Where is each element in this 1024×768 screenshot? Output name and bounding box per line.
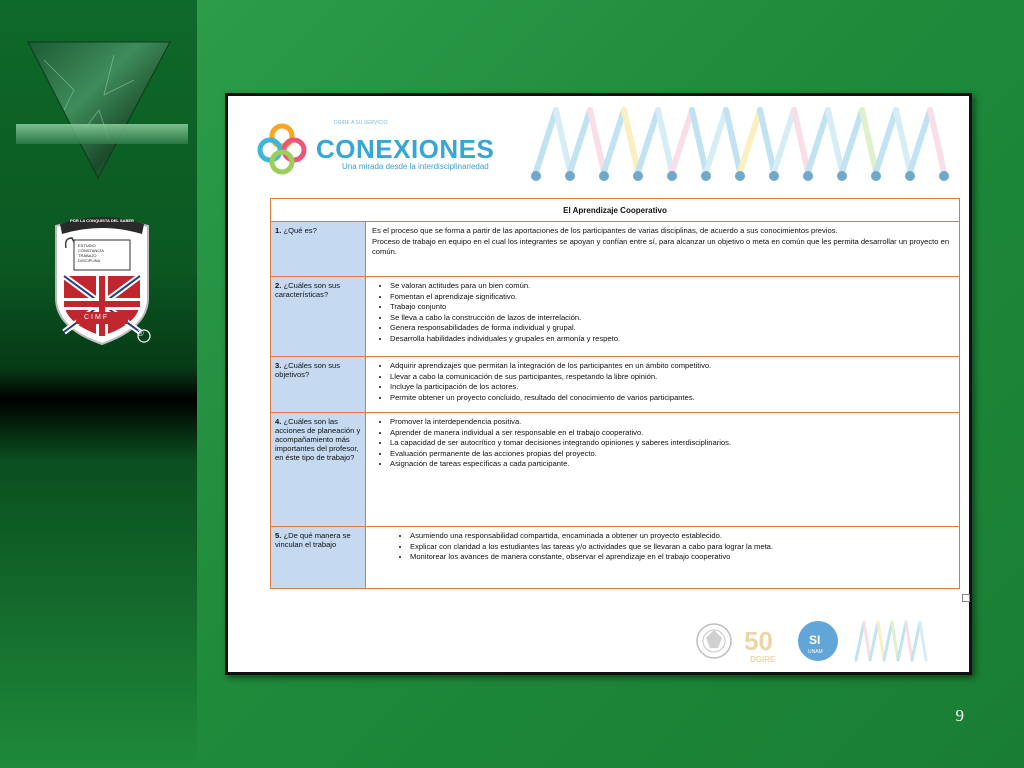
table-row [271,413,960,527]
conexiones-title: CONEXIONES [316,134,495,164]
footer-logos [696,616,956,666]
list-item: • Explicar con claridad a los estudiantes las tareas y/o actividades que se llevaran a cabo para lograr la meta. [410,542,953,553]
table-header-row [271,199,960,222]
stripes-mini-logo [856,622,926,660]
registered-mark: ® [137,328,144,338]
marble-triangle-logo [14,40,190,180]
list-item: • Monitorear los avances de manera constante, observar el aprendizaje en el trabajo cooperativo [410,552,953,563]
list-item: • Asignación de tareas específicas a cada participante. [390,459,953,470]
conexiones-subtitle: Una mirada desde la interdisciplinariedad [342,162,489,171]
list-item: • Asumiendo una responsabilidad compartida, encaminada a obtener un proyecto establecido. [410,531,953,542]
list-item: • Promover la interdependencia positiva. [390,417,953,428]
question-text: ¿Cuáles son sus características? [275,281,341,299]
answer-list [372,281,953,344]
question-number: 5. [275,531,282,540]
crest-motto-line: TRABAJO [78,253,97,258]
unam-seal-icon [697,624,731,658]
crest-motto-line: ESTUDIO [78,243,96,248]
list-item: • Fomentan el aprendizaje significativo. [390,292,953,303]
list-item: • Trabajo conjunto [390,302,953,313]
list-item: • Permite obtener un proyecto concluido, resultado del conocimiento de varios participantes. [390,393,953,404]
conexiones-small-text: DGIRE A SU SERVICIO [334,120,388,126]
question-number: 1. [275,226,282,235]
answer-cell [366,222,960,277]
question-cell [271,277,366,357]
list-item: • Evaluación permanente de las acciones propias del proyecto. [390,449,953,460]
dgire-50-logo [744,626,776,664]
table-row [271,357,960,413]
list-item: • Aprender de manera individual a ser responsable en el trabajo cooperativo. [390,428,953,439]
answer-list [372,417,953,470]
question-number: 4. [275,417,282,426]
list-item: • Se lleva a cabo la construcción de lazos de interrelación. [390,313,953,324]
list-item: • Se valoran actitudes para un bien común. [390,281,953,292]
crest-motto-line: DISCIPLINA [78,258,101,263]
table-row [271,277,960,357]
answer-cell [366,277,960,357]
list-item: • Adquirir aprendizajes que permitan la integración de los participantes en un ámbito competitivo. [390,361,953,372]
list-item: • Desarrolla habilidades individuales y grupales en armonía y respeto. [390,334,953,345]
answer-paragraph: Proceso de trabajo en equipo en el cual los integrantes se apoyan y confían entre sí, para alcanzar un objetivo o meta en común que les permita desarrollar un proyecto en común. [372,236,950,256]
table-title: El Aprendizaje Cooperativo [271,199,960,222]
document-header [246,104,956,184]
list-item: • La capacidad de ser autocrítico y tomar decisiones integrando opiniones y saberes interdisciplinarios. [390,438,953,449]
decorative-stripes [526,104,956,184]
crest-motto-line: CONSTANCIA [78,248,104,253]
question-text: ¿Cuáles son las acciones de planeación y acompañamiento más importantes del profesor, en éste tipo de trabajo? [275,417,361,462]
answer-paragraph: Es el proceso que se forma a partir de las aportaciones de los participantes de varias disciplinas, de acuerdo a sus conocimientos previos. [372,226,838,235]
si-label-text: SI [809,633,821,647]
table-resize-handle [962,594,970,602]
table-row [271,527,960,589]
answer-list [372,361,953,403]
cooperative-learning-table [270,198,960,589]
list-item: • Llevar a cabo la comunicación de sus participantes, respetando la libre opinión. [390,372,953,383]
answer-cell [366,357,960,413]
question-number: 2. [275,281,282,290]
slide-number: 9 [955,706,964,725]
list-item: • Genera responsabilidades de forma individual y grupal. [390,323,953,334]
answer-cell [366,413,960,527]
question-cell [271,222,366,277]
question-cell [271,527,366,589]
si-unam-logo [798,621,838,661]
crest-motto [78,243,128,263]
dgire-50-text: 50 [744,626,773,656]
dgire-label-text: DGIRE [750,655,776,664]
answer-list [372,531,953,563]
question-text: ¿Qué es? [283,226,317,235]
document-image-frame [225,93,972,675]
crest-banner-text: POR LA CONQUISTA DEL SABER [70,218,134,223]
answer-cell [366,527,960,589]
question-text: ¿Cuáles son sus objetivos? [275,361,341,379]
question-text: ¿De qué manera se vinculan el trabajo [275,531,351,549]
si-sub-text: UNAM [808,649,823,655]
question-cell [271,413,366,527]
table-row [271,222,960,277]
list-item: • Incluye la participación de los actores. [390,382,953,393]
question-cell [271,357,366,413]
crest-letters: CIMF [84,314,110,321]
question-number: 3. [275,361,282,370]
